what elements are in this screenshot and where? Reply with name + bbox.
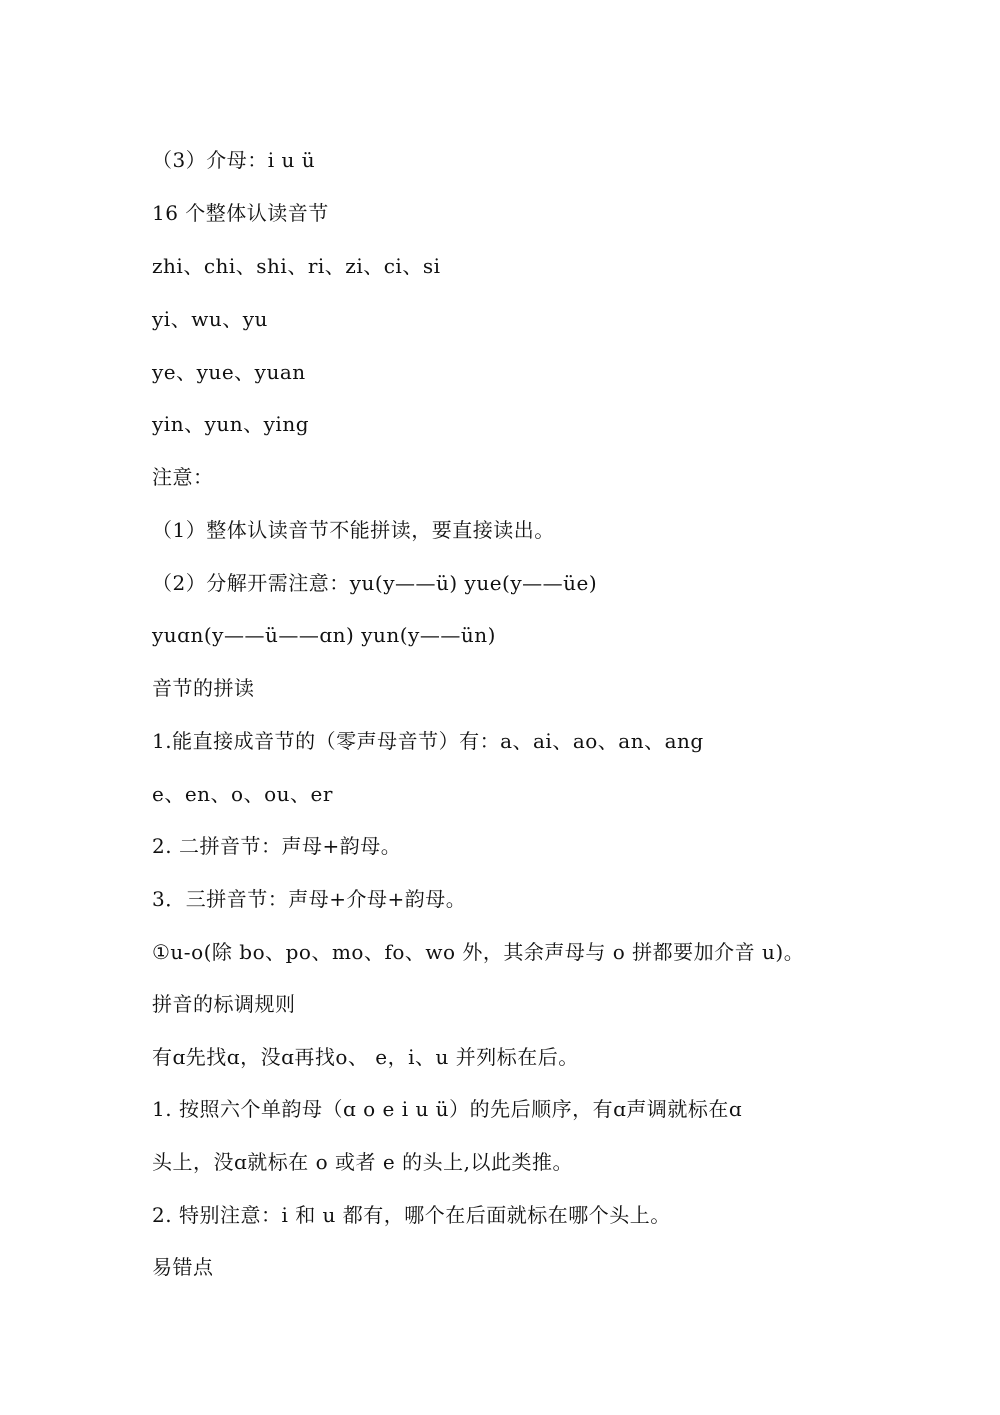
section-heading-whole-syllables: 16 个整体认读音节: [152, 201, 329, 225]
rule-3-note: ①u-o(除 bo、po、mo、fo、wo 外，其余声母与 o 拼都要加介音 u)。: [152, 940, 805, 964]
note-item-1: （1）整体认读音节不能拼读，要直接读出。: [152, 518, 555, 542]
rule-1: 1.能直接成音节的（零声母音节）有：a、ai、ao、an、ang: [152, 729, 704, 753]
medial-vowels-line: （3）介母：i u ü: [152, 148, 316, 172]
section-heading-tone-marking: 拼音的标调规则: [152, 992, 296, 1016]
note-heading: 注意：: [152, 465, 214, 489]
rule-1-continued: e、en、o、ou、er: [152, 782, 333, 806]
tone-rule-2: 2. 特别注意：i 和 u 都有，哪个在后面就标在哪个头上。: [152, 1203, 671, 1227]
section-heading-syllable-reading: 音节的拼读: [152, 676, 255, 700]
syllables-line-2: yi、wu、yu: [152, 307, 268, 331]
tone-rule-summary: 有ɑ先找ɑ，没ɑ再找o、 e，i、u 并列标在后。: [152, 1045, 579, 1069]
rule-2: 2. 二拼音节：声母+韵母。: [152, 834, 402, 858]
tone-rule-1: 1. 按照六个单韵母（ɑ o e i u ü）的先后顺序，有ɑ声调就标在ɑ: [152, 1097, 743, 1121]
syllables-line-3: ye、yue、yuan: [152, 360, 306, 384]
section-heading-common-errors: 易错点: [152, 1255, 214, 1279]
syllables-line-1: zhi、chi、shi、ri、zi、ci、si: [152, 254, 441, 278]
note-item-2-continued: yuɑn(y——ü——ɑn) yun(y——ün): [152, 623, 496, 647]
syllables-line-4: yin、yun、ying: [152, 412, 310, 436]
note-item-2: （2）分解开需注意：yu(y——ü) yue(y——üe): [152, 571, 598, 595]
tone-rule-1-continued: 头上，没ɑ就标在 o 或者 e 的头上,以此类推。: [152, 1150, 573, 1174]
rule-3: 3．三拼音节：声母+介母+韵母。: [152, 887, 467, 911]
